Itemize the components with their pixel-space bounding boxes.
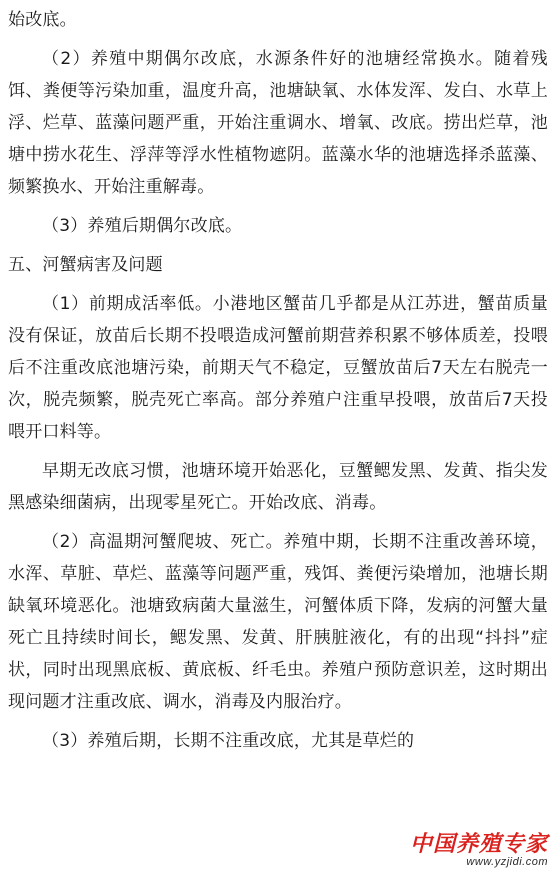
paragraph-late-stage: （3）养殖后期偶尔改底。 [42,216,243,236]
paragraph-early-habits: 早期无改底习惯，池塘环境开始恶化，豆蟹鳃发黑、发黄、指尖发黑感染细菌病，出现零星死亡。开始改底、消毒。 [8,461,548,513]
watermark-logo-text: 中国养殖专家 [409,831,548,857]
paragraph-late-problems: （3）养殖后期，长期不注重改底，尤其是草烂的 [42,731,415,751]
paragraph-early-survival: （1）前期成活率低。小港地区蟹苗几乎都是从江苏进，蟹苗质量没有保证，放苗后长期不投喂造成河蟹前期营养积累不够体质差，投喂后不注重改底池塘污染，前期天气不稳定，豆蟹放苗后7天左右脱壳一次，脱壳频繁，脱壳死亡率高。部分养殖户注重早投喂，放苗后7天投喂开口料等。 [8,294,548,442]
paragraph-high-temp: （2）高温期河蟹爬坡、死亡。养殖中期，长期不注重改善环境，水浑、草脏、草烂、蓝藻等问题严重，残饵、粪便污染增加，池塘长期缺氧环境恶化。池塘致病菌大量滋生，河蟹体质下降，发病的河蟹大量死亡且持续时间长，鳃发黑、发黄、肝胰脏液化，有的出现“抖抖”症状，同时出现黑底板、黄底板、纤毛虫。养殖户预防意识差，这时期出现问题才注重改底、调水，消毒及内服治疗。 [8,532,548,712]
section-heading: 五、河蟹病害及问题 [8,255,163,275]
document-page [8,4,548,764]
paragraph-intro: 始改底。 [8,10,77,30]
paragraph-mid-stage: （2）养殖中期偶尔改底，水源条件好的池塘经常换水。随着残饵、粪便等污染加重，温度升高，池塘缺氧、水体发浑、发白、水草上浮、烂草、蓝藻问题严重，开始注重调水、增氧、改底。捞出烂草，池塘中捞水花生、浮萍等浮水性植物遮阴。蓝藻水华的池塘选择杀蓝藻、频繁换水、开始注重解毒。 [8,49,548,197]
watermark-url: www.yzjidi.com [466,856,548,868]
site-watermark [378,832,548,872]
